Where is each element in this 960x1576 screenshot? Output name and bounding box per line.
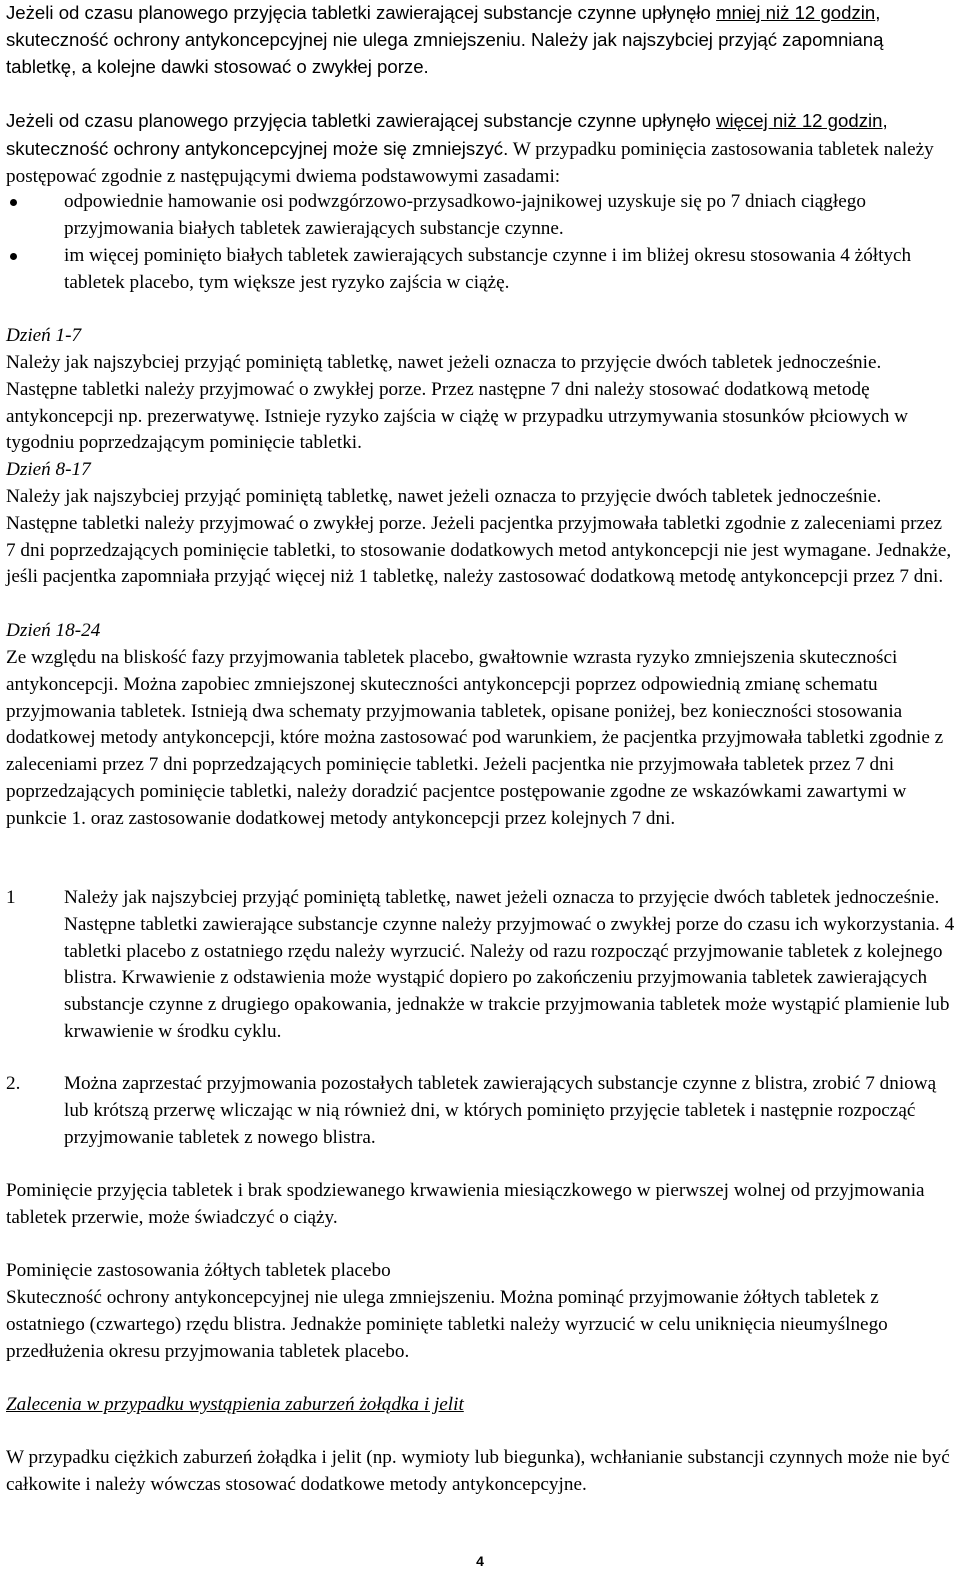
numbered-item bbox=[6, 885, 956, 1046]
text-run: Jeżeli od czasu planowego przyjęcia tabletki zawierającej substancje czynne upłynęło bbox=[6, 2, 717, 23]
text-run: W przypadku pominięcia zastosowania tabletek należy postępować zgodnie z następującymi dwiema podstawowymi zasadami: bbox=[6, 138, 934, 187]
paragraph-day-8-17: Należy jak najszybciej przyjąć pominiętą tabletkę, nawet jeżeli oznacza to przyjęcie dwóch tabletek jednocześnie. Następne tabletki należy przyjmować o zwykłej porze. Jeżeli pacjentka przyjmowała tabletki zgodnie z zaleceniami przez 7 dni poprzedzających pominięcie tabletki, to stosowanie dodatkowych metod antykoncepcji nie jest wymagane. Jednakże, jeśli pacjentka zapomniała przyjąć więcej niż 1 tabletkę, należy zastosować dodatkową metodę antykoncepcji przez 7 dni. bbox=[6, 486, 952, 588]
heading-placebo: Pominięcie zastosowania żółtych tabletek placebo bbox=[6, 1260, 391, 1281]
bullet-item bbox=[6, 189, 956, 243]
item-text: Należy jak najszybciej przyjąć pominiętą tabletkę, nawet jeżeli oznacza to przyjęcie dwóch tabletek jednocześnie. Następne tabletki zawierające substancje czynne należy przyjmować o zwykłej porze do czasu ich wykorzystania. 4 tabletki placebo z ostatniego rzędu należy wyrzucić. Należy od razu rozpocząć przyjmowanie tabletek z kolejnego blistra. Krwawienie z odstawienia może wystąpić dopiero po zakończeniu przyjmowania tabletek zawierających substancje czynne z drugiego opakowania, jednakże w trakcie przyjmowania tabletek może wystąpić plamienie lub krwawienie w środku cyklu. bbox=[64, 887, 955, 1042]
heading-day-8-17: Dzień 8-17 bbox=[6, 459, 91, 480]
text-run: Jeżeli od czasu planowego przyjęcia tabletki zawierającej substancje czynne upłynęło bbox=[6, 110, 717, 131]
paragraph-day-18-24: Ze względu na bliskość fazy przyjmowania tabletek placebo, gwałtownie wzrasta ryzyko zmniejszenia skuteczności antykoncepcji. Można zapobiec zmniejszonej skuteczności antykoncepcji poprzez odpowiednią zmianę schematu przyjmowania tabletek. Istnieją dwa schematy przyjmowania tabletek, opisane poniżej, bez konieczności stosowania dodatkowej metody antykoncepcji, które można zastosować pod warunkiem, że pacjentka przyjmowała tabletki zgodnie z zaleceniami przez 7 dni poprzedzających pominięcie tabletki. Jeżeli pacjentka nie przyjmowała tabletek przez 7 dni poprzedzających pominięcie tabletki, należy doradzić pacjentce postępowanie zgodne ze wskazówkami zawartymi w punkcie 1. oraz zastosowanie dodatkowej metody antykoncepcji przez kolejnych 7 dni. bbox=[6, 647, 944, 829]
text-run: , skuteczność ochrony antykoncepcyjnej nie ulega zmniejszeniu. Należy jak najszybciej przyjąć zapomnianą tabletkę, a kolejne dawki stosować o zwykłej porze. bbox=[6, 2, 884, 77]
paragraph-pregnancy: Pominięcie przyjęcia tabletek i brak spodziewanego krwawienia miesiączkowego w pierwszej wolnej od przyjmowania tabletek przerwie, może świadczyć o ciąży. bbox=[6, 1180, 925, 1228]
text-run: , skuteczność ochrony antykoncepcyjnej może się zmniejszyć. bbox=[6, 110, 888, 159]
bullet-text: odpowiednie hamowanie osi podwzgórzowo-przysadkowo-jajnikowej uzyskuje się po 7 dniach ciągłego przyjmowania białych tabletek zawierających substancje czynne. bbox=[64, 191, 866, 239]
numbered-item bbox=[6, 1071, 956, 1151]
bullet-text: im więcej pominięto białych tabletek zawierających substancje czynne i im bliżej okresu stosowania 4 żółtych tabletek placebo, tym większe jest ryzyko zajścia w ciążę. bbox=[64, 245, 912, 293]
paragraph-more-than-12h bbox=[6, 108, 956, 190]
bullet-item bbox=[6, 243, 956, 297]
heading-day-1-7: Dzień 1-7 bbox=[6, 325, 82, 346]
item-number: 1 bbox=[6, 887, 16, 908]
paragraph-gastro: W przypadku ciężkich zaburzeń żołądka i jelit (np. wymioty lub biegunka), wchłanianie substancji czynnych może nie być całkowite i należy wówczas stosować dodatkowe metody antykoncepcyjne. bbox=[6, 1447, 950, 1495]
heading-gastro: Zalecenia w przypadku wystąpienia zaburzeń żołądka i jelit bbox=[6, 1394, 464, 1415]
underlined-text: mniej niż 12 godzin bbox=[716, 2, 876, 23]
heading-day-18-24: Dzień 18-24 bbox=[6, 620, 101, 641]
page-number: 4 bbox=[476, 1553, 484, 1569]
paragraph-day-1-7: Należy jak najszybciej przyjąć pominiętą tabletkę, nawet jeżeli oznacza to przyjęcie dwóch tabletek jednocześnie. Następne tabletki należy przyjmować o zwykłej porze. Przez następne 7 dni należy stosować dodatkową metodę antykoncepcji np. prezerwatywę. Istnieje ryzyko zajścia w ciążę w przypadku utrzymywania stosunków płciowych w tygodniu poprzedzającym pominięcie tabletki. bbox=[6, 352, 909, 454]
item-number: 2. bbox=[6, 1073, 21, 1094]
underlined-text: więcej niż 12 godzin bbox=[716, 110, 883, 131]
paragraph-less-than-12h bbox=[6, 0, 956, 80]
item-text: Można zaprzestać przyjmowania pozostałych tabletek zawierających substancje czynne z blistra, zrobić 7 dniową lub krótszą przerwę wliczając w nią również dni, w których pominięto przyjęcie tabletek i następnie rozpocząć przyjmowanie tabletek z nowego blistra. bbox=[64, 1073, 937, 1148]
paragraph-placebo: Skuteczność ochrony antykoncepcyjnej nie ulega zmniejszeniu. Można pominąć przyjmowanie żółtych tabletek z ostatniego (czwartego) rzędu blistra. Jednakże pominięte tabletki należy wyrzucić w celu uniknięcia nieumyślnego przedłużenia okresu przyjmowania tabletek placebo. bbox=[6, 1287, 888, 1362]
